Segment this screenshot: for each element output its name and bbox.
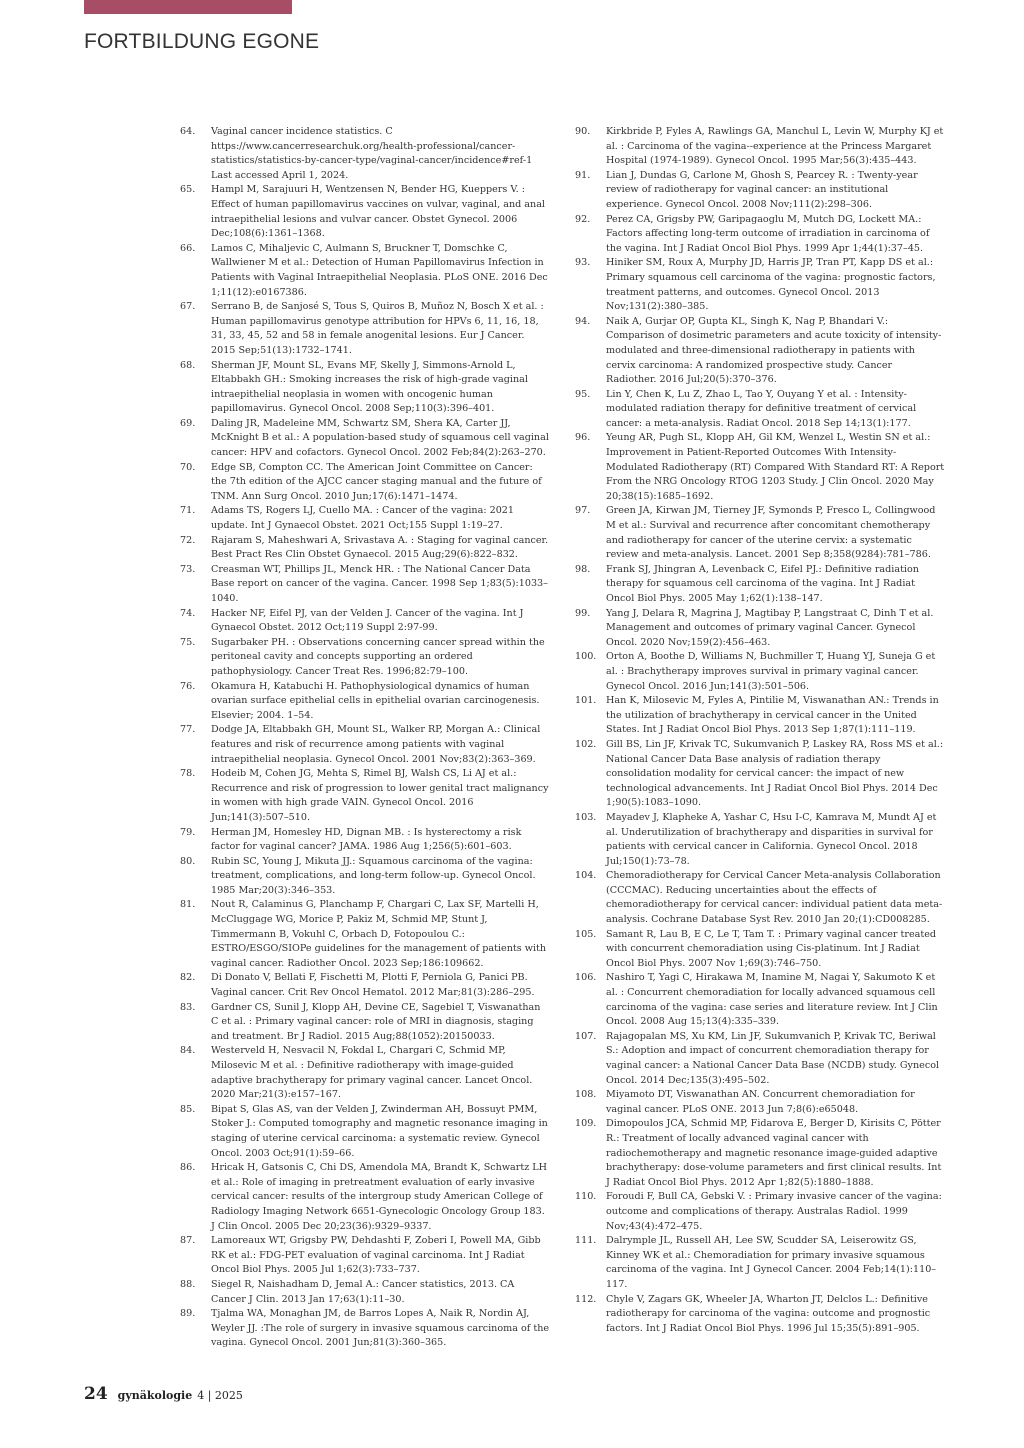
reference-number: 80. xyxy=(180,855,196,867)
reference-number: 101. xyxy=(575,695,597,707)
reference-text: Westerveld H, Nesvacil N, Fokdal L, Chargari C, Schmid MP, Milosevic M et al. : Definitive radiotherapy with image-guided adaptive brachytherapy for primary vaginal cancer. Lancet Oncol. 2020 Mar;21(3):e157–167. xyxy=(211,1045,533,1101)
reference-item xyxy=(180,534,550,563)
reference-item xyxy=(575,125,945,169)
reference-text: Okamura H, Katabuchi H. Pathophysiological dynamics of human ovarian surface epithelial cells in epithelial ovarian carcinogenesis. Elsevier; 2004. 1–54. xyxy=(211,680,540,721)
reference-item xyxy=(180,242,550,300)
reference-number: 90. xyxy=(575,126,591,137)
reference-number: 73. xyxy=(180,563,196,575)
reference-number: 66. xyxy=(180,242,196,254)
reference-item xyxy=(575,869,945,927)
reference-text: Lamoreaux WT, Grigsby PW, Dehdashti F, Zoberi I, Powell MA, Gibb RK et al.: FDG-PET evaluation of vaginal carcinoma. Int J Radiat Oncol Biol Phys. 2005 Jul 1;62(3):733–737. xyxy=(211,1235,541,1276)
reference-number: 97. xyxy=(575,505,591,517)
reference-item xyxy=(575,1088,945,1117)
reference-text: Orton A, Boothe D, Williams N, Buchmiller T, Huang YJ, Suneja G et al. : Brachytherapy improves survival in primary vaginal cancer. Gynecol Oncol. 2016 Jun;141(3):501–506. xyxy=(606,651,936,692)
reference-number: 72. xyxy=(180,534,196,546)
reference-text: Lin Y, Chen K, Lu Z, Zhao L, Tao Y, Ouyang Y et al. : Intensity-modulated radiation therapy for definitive treatment of cervical cancer: a meta-analysis. Radiat Oncol. 2018 Sep 14;13(1):177. xyxy=(606,388,917,429)
reference-text: Sugarbaker PH. : Observations concerning cancer spread within the peritoneal cavity and concepts supporting an ordered pathophysiology. Cancer Treat Res. 1996;82:79–100. xyxy=(211,636,545,677)
reference-text: Yeung AR, Pugh SL, Klopp AH, Gil KM, Wenzel L, Westin SN et al.: Improvement in Patient-Reported Outcomes With Intensity-Modulated Radiotherapy (RT) Compared With Standard RT: A Report From the NRG Oncology RTOG 1203 Study. J Clin Oncol. 2020 May 20;38(15):1685–1692. xyxy=(606,432,945,502)
reference-item xyxy=(180,971,550,1000)
journal-name: gynäkologie xyxy=(117,1389,193,1402)
reference-item xyxy=(180,359,550,417)
reference-item xyxy=(180,461,550,505)
reference-text: Frank SJ, Jhingran A, Levenback C, Eifel PJ.: Definitive radiation therapy for squamous cell carcinoma of the vagina. Int J Radiat Oncol Biol Phys. 2005 May 1;62(1):138–147. xyxy=(606,563,919,604)
reference-item xyxy=(575,315,945,388)
reference-item xyxy=(180,1307,550,1351)
reference-number: 92. xyxy=(575,213,591,225)
reference-text: Dodge JA, Eltabbakh GH, Mount SL, Walker RP, Morgan A.: Clinical features and risk of recurrence among patients with vaginal intraepithelial neoplasia. Gynecol Oncol. 2001 Nov;83(2):363–369. xyxy=(211,724,541,765)
reference-number: 65. xyxy=(180,184,196,196)
reference-text: Lian J, Dundas G, Carlone M, Ghosh S, Pearcey R. : Twenty-year review of radiotherapy for vaginal cancer: an institutional experience. Gynecol Oncol. 2008 Nov;111(2):298–306. xyxy=(606,169,918,210)
reference-number: 89. xyxy=(180,1308,196,1320)
reference-number: 67. xyxy=(180,301,196,313)
reference-text: Dimopoulos JCA, Schmid MP, Fidarova E, Berger D, Kirisits C, Pötter R.: Treatment of locally advanced vaginal cancer with radiochemotherapy and magnetic resonance image-guided adaptive brachytherapy: dose-volume parameters and first clinical results. Int J Radiat Oncol Biol Phys. 2012 Apr 1;82(5):1880–1888. xyxy=(606,1118,942,1188)
reference-text: Nout R, Calaminus G, Planchamp F, Chargari C, Lax SF, Martelli H, McCluggage WG, Morice P, Pakiz M, Schmid MP, Stunt J, Timmermann B, Vokuhl C, Orbach D, Fotopoulou C.: ESTRO/ESGO/SIOPe guidelines for the management of patients with vaginal cancer. Radiother Oncol. 2023 Sep;186:109662. xyxy=(211,899,547,969)
reference-item xyxy=(180,1161,550,1234)
reference-text: Serrano B, de Sanjosé S, Tous S, Quiros B, Muñoz N, Bosch X et al. : Human papillomavirus genotype attribution for HPVs 6, 11, 16, 18, 31, 33, 45, 52 and 58 in female anogenital lesions. Eur J Cancer. 2015 Sep;51(13):1732–1741. xyxy=(211,301,544,356)
reference-text: Hacker NF, Eifel PJ, van der Velden J. Cancer of the vagina. Int J Gynaecol Obstet. 2012 Oct;119 Suppl 2:97-99. xyxy=(211,607,524,634)
reference-text: Chyle V, Zagars GK, Wheeler JA, Wharton JT, Delclos L.: Definitive radiotherapy for carcinoma of the vagina: outcome and prognostic factors. Int J Radiat Oncol Biol Phys. 1996 Jul 15;35(5):891–905. xyxy=(606,1293,931,1334)
reference-number: 112. xyxy=(575,1293,597,1305)
reference-text: Edge SB, Compton CC. The American Joint Committee on Cancer: the 7th edition of the AJCC cancer staging manual and the future of TNM. Ann Surg Oncol. 2010 Jun;17(6):1471–1474. xyxy=(211,461,542,502)
reference-item xyxy=(180,300,550,358)
reference-number: 77. xyxy=(180,724,196,736)
reference-number: 75. xyxy=(180,636,196,648)
reference-item xyxy=(575,169,945,213)
reference-text: Perez CA, Grigsby PW, Garipagaoglu M, Mutch DG, Lockett MA.: Factors affecting long-term outcome of irradiation in carcinoma of the vagina. Int J Radiat Oncol Biol Phys. 1999 Apr 1;44(1):37–45. xyxy=(606,213,930,254)
reference-number: 100. xyxy=(575,651,597,663)
reference-number: 94. xyxy=(575,315,591,327)
reference-number: 88. xyxy=(180,1278,196,1290)
references-column-right xyxy=(575,125,945,1336)
reference-text: Vaginal cancer incidence statistics. C https://www.cancerresearchuk.org/health-professional/cancer-statistics/statistics-by-cancer-type/vaginal-cancer/incidence#ref-1 Last accessed April 1, 2024. xyxy=(211,126,533,181)
reference-text: Herman JM, Homesley HD, Dignan MB. : Is hysterectomy a risk factor for vaginal cancer? JAMA. 1986 Aug 1;256(5):601–603. xyxy=(211,826,522,853)
reference-text: Han K, Milosevic M, Fyles A, Pintilie M, Viswanathan AN.: Trends in the utilization of brachytherapy in cervical cancer in the United States. Int J Radiat Oncol Biol Phys. 2013 Sep 1;87(1):111–119. xyxy=(606,695,939,736)
reference-text: Naik A, Gurjar OP, Gupta KL, Singh K, Nag P, Bhandari V.: Comparison of dosimetric parameters and acute toxicity of intensity-modulated and three-dimensional radiotherapy in patients with cervix carcinoma: A randomized prospective study. Cancer Radiother. 2016 Jul;20(5):370–376. xyxy=(606,315,942,386)
reference-number: 98. xyxy=(575,563,591,575)
reference-item xyxy=(575,563,945,607)
reference-number: 76. xyxy=(180,680,196,692)
reference-item xyxy=(575,607,945,651)
page-footer xyxy=(84,1384,243,1404)
reference-number: 79. xyxy=(180,826,196,838)
reference-item xyxy=(575,928,945,972)
reference-number: 71. xyxy=(180,505,196,517)
reference-item xyxy=(575,388,945,432)
reference-number: 74. xyxy=(180,607,196,619)
reference-number: 105. xyxy=(575,928,597,940)
reference-number: 109. xyxy=(575,1118,597,1130)
reference-text: Kirkbride P, Fyles A, Rawlings GA, Manchul L, Levin W, Murphy KJ et al. : Carcinoma of the vagina--experience at the Princess Margaret Hospital (1974-1989). Gynecol Oncol. 1995 Mar;56(3):435–443. xyxy=(606,126,944,167)
reference-item xyxy=(575,811,945,869)
reference-item xyxy=(180,723,550,767)
reference-item xyxy=(575,971,945,1029)
reference-number: 81. xyxy=(180,899,196,911)
reference-text: Rubin SC, Young J, Mikuta JJ.: Squamous carcinoma of the vagina: treatment, complications, and long-term follow-up. Gynecol Oncol. 1985 Mar;20(3):346–353. xyxy=(211,855,536,896)
reference-item xyxy=(180,1278,550,1307)
reference-item xyxy=(575,256,945,314)
reference-item xyxy=(575,1117,945,1190)
reference-text: Yang J, Delara R, Magrina J, Magtibay P, Langstraat C, Dinh T et al. Management and outcomes of primary vaginal Cancer. Gynecol Oncol. 2020 Nov;159(2):456–463. xyxy=(606,607,934,648)
reference-number: 86. xyxy=(180,1162,196,1174)
reference-text: Sherman JF, Mount SL, Evans MF, Skelly J, Simmons-Arnold L, Eltabbakh GH.: Smoking increases the risk of high-grade vaginal intraepithelial neoplasia in women with oncogenic human papillomavirus. Gynecol Oncol. 2008 Sep;110(3):396–401. xyxy=(211,359,528,415)
reference-number: 87. xyxy=(180,1235,196,1247)
reference-text: Green JA, Kirwan JM, Tierney JF, Symonds P, Fresco L, Collingwood M et al.: Survival and recurrence after concomitant chemotherapy and radiotherapy for cancer of the uterine cervix: a systematic review and meta-analysis. Lancet. 2001 Sep 8;358(9284):781–786. xyxy=(606,505,936,561)
reference-number: 84. xyxy=(180,1045,196,1057)
reference-item xyxy=(575,694,945,738)
reference-number: 69. xyxy=(180,417,196,429)
reference-item xyxy=(180,504,550,533)
reference-item xyxy=(180,1044,550,1102)
reference-text: Siegel R, Naishadham D, Jemal A.: Cancer statistics, 2013. CA Cancer J Clin. 2013 Jan 17;63(1):11–30. xyxy=(211,1278,515,1305)
reference-number: 103. xyxy=(575,811,597,823)
reference-item xyxy=(575,1190,945,1234)
reference-item xyxy=(575,738,945,811)
reference-number: 104. xyxy=(575,870,597,882)
reference-text: Chemoradiotherapy for Cervical Cancer Meta-analysis Collaboration (CCCMAC). Reducing uncertainties about the effects of chemoradiotherapy for cervical cancer: individual patient data meta-analysis. Cochrane Database Syst Rev. 2010 Jan 20;(1):CD008285. xyxy=(606,870,943,926)
reference-text: Adams TS, Rogers LJ, Cuello MA. : Cancer of the vagina: 2021 update. Int J Gynaecol Obstet. 2021 Oct;155 Suppl 1:19–27. xyxy=(211,505,515,532)
reference-item xyxy=(180,1001,550,1045)
reference-text: Hiniker SM, Roux A, Murphy JD, Harris JP, Tran PT, Kapp DS et al.: Primary squamous cell carcinoma of the vagina: prognostic factors, treatment patterns, and outcomes. Gynecol Oncol. 2013 Nov;131(2):380–385. xyxy=(606,257,936,313)
reference-item xyxy=(180,680,550,724)
reference-number: 110. xyxy=(575,1191,597,1203)
reference-text: Creasman WT, Phillips JL, Menck HR. : The National Cancer Data Base report on cancer of the vagina. Cancer. 1998 Sep 1;83(5):1033–1040. xyxy=(211,563,548,604)
reference-number: 68. xyxy=(180,359,196,371)
reference-item xyxy=(575,504,945,562)
reference-number: 102. xyxy=(575,738,597,750)
reference-item xyxy=(180,417,550,461)
reference-text: Rajagopalan MS, Xu KM, Lin JF, Sukumvanich P, Krivak TC, Beriwal S.: Adoption and impact of concurrent chemoradiation therapy for vaginal cancer: a National Cancer Data Base (NCDB) study. Gynecol Oncol. 2014 Dec;135(3):495–502. xyxy=(606,1030,940,1086)
reference-number: 106. xyxy=(575,972,597,984)
reference-number: 78. xyxy=(180,768,196,780)
reference-item xyxy=(180,767,550,825)
reference-text: Foroudi F, Bull CA, Gebski V. : Primary invasive cancer of the vagina: outcome and complications of therapy. Australas Radiol. 1999 Nov;43(4):472–475. xyxy=(606,1191,942,1232)
reference-number: 95. xyxy=(575,388,591,400)
section-title: FORTBILDUNG EGONE xyxy=(84,30,320,53)
reference-text: Hampl M, Sarajuuri H, Wentzensen N, Bender HG, Kueppers V. : Effect of human papillomavirus vaccines on vulvar, vaginal, and anal intraepithelial lesions and vulvar cancer. Obstet Gynecol. 2006 Dec;108(6):1361–1368. xyxy=(211,184,545,240)
reference-item xyxy=(180,636,550,680)
reference-number: 96. xyxy=(575,432,591,444)
reference-item xyxy=(575,213,945,257)
reference-text: Miyamoto DT, Viswanathan AN. Concurrent chemoradiation for vaginal cancer. PLoS ONE. 2013 Jun 7;8(6):e65048. xyxy=(606,1089,915,1115)
reference-text: Nashiro T, Yagi C, Hirakawa M, Inamine M, Nagai Y, Sakumoto K et al. : Concurrent chemoradiation for locally advanced squamous cell carcinoma of the vagina: case series and literature review. Int J Clin Oncol. 2008 Aug 15;13(4):335–339. xyxy=(606,972,938,1028)
reference-item xyxy=(180,1103,550,1161)
reference-text: Tjalma WA, Monaghan JM, de Barros Lopes A, Naik R, Nordin AJ, Weyler JJ. :The role of surgery in invasive squamous carcinoma of the vagina. Gynecol Oncol. 2001 Jun;81(3):360–365. xyxy=(211,1308,550,1349)
reference-number: 64. xyxy=(180,126,196,137)
reference-number: 111. xyxy=(575,1235,597,1247)
page-number: 24 xyxy=(84,1384,108,1404)
reference-item xyxy=(180,826,550,855)
reference-number: 108. xyxy=(575,1089,597,1101)
header-accent-bar xyxy=(84,0,292,14)
reference-number: 85. xyxy=(180,1103,196,1115)
reference-item xyxy=(180,563,550,607)
reference-item xyxy=(575,1234,945,1292)
reference-item xyxy=(180,855,550,899)
reference-text: Dalrymple JL, Russell AH, Lee SW, Scudder SA, Leiserowitz GS, Kinney WK et al.: Chemoradiation for primary invasive squamous carcinoma of the vagina. Int J Gynecol Cancer. 2004 Feb;14(1):110–117. xyxy=(606,1235,937,1290)
reference-item xyxy=(180,1234,550,1278)
reference-item xyxy=(575,1030,945,1088)
reference-text: Hodeib M, Cohen JG, Mehta S, Rimel BJ, Walsh CS, Li AJ et al.: Recurrence and risk of progression to lower genital tract malignancy in women with high grade VAIN. Gynecol Oncol. 2016 Jun;141(3):507–510. xyxy=(211,768,549,823)
reference-text: Gardner CS, Sunil J, Klopp AH, Devine CE, Sagebiel T, Viswanathan C et al. : Primary vaginal cancer: role of MRI in diagnosis, staging and treatment. Br J Radiol. 2015 Aug;88(1052):20150033. xyxy=(211,1001,541,1042)
reference-item xyxy=(180,183,550,241)
reference-item xyxy=(180,607,550,636)
references-column-left xyxy=(180,125,550,1351)
reference-item xyxy=(575,650,945,694)
reference-number: 70. xyxy=(180,461,196,473)
reference-text: Mayadev J, Klapheke A, Yashar C, Hsu I-C, Kamrava M, Mundt AJ et al. Underutilization of brachytherapy and disparities in survival for patients with cervical cancer in California. Gynecol Oncol. 2018 Jul;150(1):73–78. xyxy=(606,811,937,867)
reference-text: Hricak H, Gatsonis C, Chi DS, Amendola MA, Brandt K, Schwartz LH et al.: Role of imaging in pretreatment evaluation of early invasive cervical cancer: results of the intergroup study American College of Radiology Imaging Network 6651-Gynecologic Oncology Group 183. J Clin Oncol. 2005 Dec 20;23(36):9329–9337. xyxy=(211,1162,548,1232)
reference-text: Daling JR, Madeleine MM, Schwartz SM, Shera KA, Carter JJ, McKnight B et al.: A population-based study of squamous cell vaginal cancer: HPV and cofactors. Gynecol Oncol. 2002 Feb;84(2):263–270. xyxy=(211,417,549,459)
reference-item xyxy=(180,125,550,183)
reference-text: Lamos C, Mihaljevic C, Aulmann S, Bruckner T, Domschke C, Wallwiener M et al.: Detection of Human Papillomavirus Infection in Patients with Vaginal Intraepithelial Neoplasia. PLoS ONE. 2016 Dec 1;11(12):e0167386. xyxy=(211,242,548,298)
reference-item xyxy=(575,1293,945,1337)
reference-text: Bipat S, Glas AS, van der Velden J, Zwinderman AH, Bossuyt PMM, Stoker J.: Computed tomography and magnetic resonance imaging in staging of uterine cervical carcinoma: a systematic review. Gynecol Oncol. 2003 Oct;91(1):59–66. xyxy=(211,1103,548,1159)
reference-text: Di Donato V, Bellati F, Fischetti M, Plotti F, Perniola G, Panici PB. Vaginal cancer. Crit Rev Oncol Hematol. 2012 Mar;81(3):286–295. xyxy=(211,972,535,999)
reference-number: 82. xyxy=(180,972,196,984)
reference-item xyxy=(180,898,550,971)
reference-number: 99. xyxy=(575,607,591,619)
journal-issue: 4 | 2025 xyxy=(197,1389,243,1402)
reference-text: Rajaram S, Maheshwari A, Srivastava A. : Staging for vaginal cancer. Best Pract Res Clin Obstet Gynaecol. 2015 Aug;29(6):822–832. xyxy=(211,534,549,561)
reference-item xyxy=(575,431,945,504)
reference-text: Samant R, Lau B, E C, Le T, Tam T. : Primary vaginal cancer treated with concurrent chemoradiation using Cis-platinum. Int J Radiat Oncol Biol Phys. 2007 Nov 1;69(3):746–750. xyxy=(606,928,937,969)
reference-number: 91. xyxy=(575,169,591,181)
reference-number: 93. xyxy=(575,257,591,269)
reference-text: Gill BS, Lin JF, Krivak TC, Sukumvanich P, Laskey RA, Ross MS et al.: National Cancer Data Base analysis of radiation therapy consolidation modality for cervical cancer: the impact of new technological advancements. Int J Radiat Oncol Biol Phys. 2014 Dec 1;90(5):1083–1090. xyxy=(606,738,944,809)
reference-number: 83. xyxy=(180,1001,196,1013)
reference-number: 107. xyxy=(575,1030,597,1042)
